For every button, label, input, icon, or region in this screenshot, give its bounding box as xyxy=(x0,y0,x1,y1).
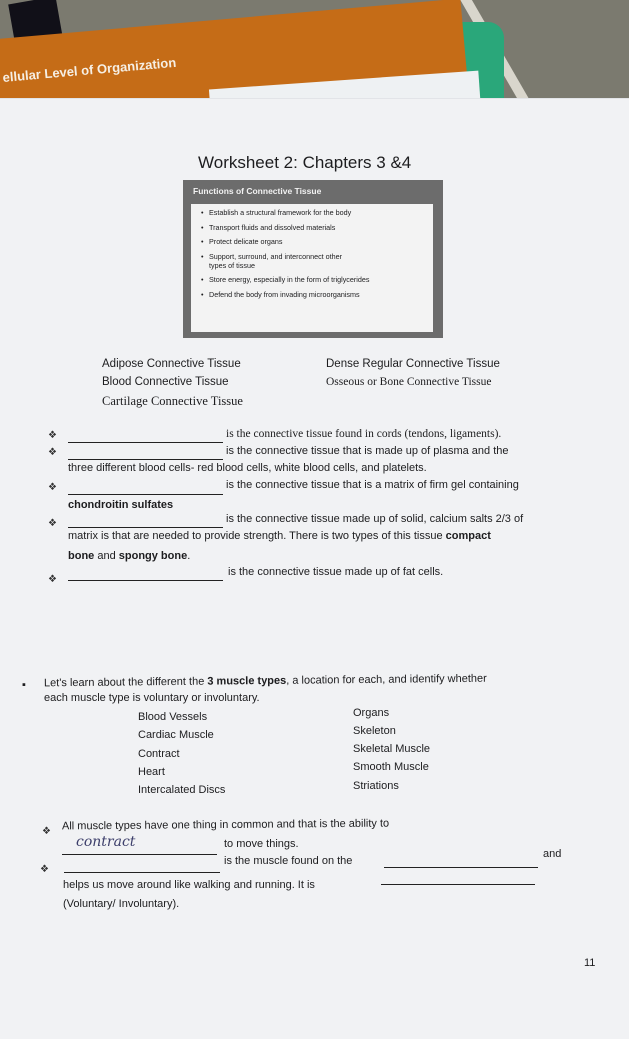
diamond-bullet-icon: ❖ xyxy=(48,518,57,529)
muscle-intro-text: Let's learn about the different the 3 muscle types, a location for each, and identify whether xyxy=(43,672,487,690)
function-item: • Support, surround, and interconnect other types of tissue xyxy=(203,252,359,270)
functions-box xyxy=(183,180,443,338)
word-bank-item: Blood Connective Tissue xyxy=(102,376,229,388)
question-text: is the connective tissue that is a matrix of firm gel containing xyxy=(226,479,519,491)
muscle-bank-item: Heart xyxy=(138,766,165,778)
question-text: is the connective tissue that is made up of plasma and the xyxy=(226,445,509,457)
question-text: bone and spongy bone. xyxy=(68,550,191,562)
muscle-bank-item: Intercalated Discs xyxy=(138,784,226,796)
muscle-bank-item: Contract xyxy=(138,748,180,760)
handwritten-answer: contract xyxy=(76,834,136,850)
muscle-intro-text: each muscle type is voluntary or involuntary. xyxy=(44,692,260,704)
muscle-question-text: to move things. xyxy=(224,838,299,850)
diamond-bullet-icon: ❖ xyxy=(48,447,57,458)
question-text: is the connective tissue made up of fat cells. xyxy=(228,566,444,578)
diamond-bullet-icon: ❖ xyxy=(48,482,57,493)
square-bullet-icon: ▪ xyxy=(22,679,26,691)
diamond-bullet-icon: ❖ xyxy=(40,864,49,875)
diamond-bullet-icon: ❖ xyxy=(42,826,51,837)
question-text: matrix is that are needed to provide strength. There is two types of this tissue compact xyxy=(68,530,491,542)
textbook-title: ellular Level of Organization xyxy=(2,54,177,85)
diamond-bullet-icon: ❖ xyxy=(48,574,57,585)
question-text: chondroitin sulfates xyxy=(68,499,174,511)
muscle-question-text: All muscle types have one thing in common and that is the ability to xyxy=(61,817,390,833)
muscle-bank-item: Skeleton xyxy=(353,725,396,737)
question-text: three different blood cells- red blood cells, white blood cells, and platelets. xyxy=(68,462,427,474)
muscle-question-text: helps us move around like walking and running. It is xyxy=(63,879,315,891)
muscle-bank-item: Organs xyxy=(353,707,390,719)
question-text: is the connective tissue made up of solid, calcium salts 2/3 of xyxy=(226,513,524,525)
function-item: • Establish a structural framework for the body xyxy=(203,208,433,217)
muscle-bank-item: Blood Vessels xyxy=(138,711,208,723)
function-item: • Store energy, especially in the form of triglycerides xyxy=(203,275,433,284)
answer-blank[interactable] xyxy=(68,515,223,528)
answer-blank[interactable] xyxy=(68,482,223,495)
muscle-question-text: and xyxy=(543,848,562,860)
function-item: • Protect delicate organs xyxy=(203,237,433,246)
diamond-bullet-icon: ❖ xyxy=(48,430,57,441)
answer-blank[interactable] xyxy=(381,872,535,885)
answer-blank[interactable] xyxy=(68,568,223,581)
muscle-question-text: is the muscle found on the xyxy=(224,855,353,867)
word-bank-item: Dense Regular Connective Tissue xyxy=(326,358,500,370)
word-bank-item: Adipose Connective Tissue xyxy=(102,358,241,370)
muscle-bank-item: Skeletal Muscle xyxy=(353,743,431,755)
function-item: • Defend the body from invading microorganisms xyxy=(203,290,433,299)
functions-list xyxy=(191,204,433,332)
answer-blank[interactable] xyxy=(68,430,223,443)
muscle-bank-item: Cardiac Muscle xyxy=(138,729,214,741)
muscle-question-text: (Voluntary/ Involuntary). xyxy=(63,898,180,910)
word-bank-item: Cartilage Connective Tissue xyxy=(102,394,243,408)
worksheet-title: Worksheet 2: Chapters 3 &4 xyxy=(198,153,412,172)
function-item: • Transport fluids and dissolved materials xyxy=(203,223,433,232)
answer-blank[interactable] xyxy=(68,447,223,460)
page-number: 11 xyxy=(584,957,596,969)
muscle-bank-item: Smooth Muscle xyxy=(353,761,429,773)
muscle-bank-item: Striations xyxy=(353,780,399,792)
functions-heading: Functions of Connective Tissue xyxy=(193,186,322,196)
answer-blank[interactable] xyxy=(64,860,220,873)
question-text: is the connective tissue found in cords (tendons, ligaments). xyxy=(226,428,502,440)
word-bank-item: Osseous or Bone Connective Tissue xyxy=(326,376,492,388)
answer-blank[interactable] xyxy=(384,855,538,868)
